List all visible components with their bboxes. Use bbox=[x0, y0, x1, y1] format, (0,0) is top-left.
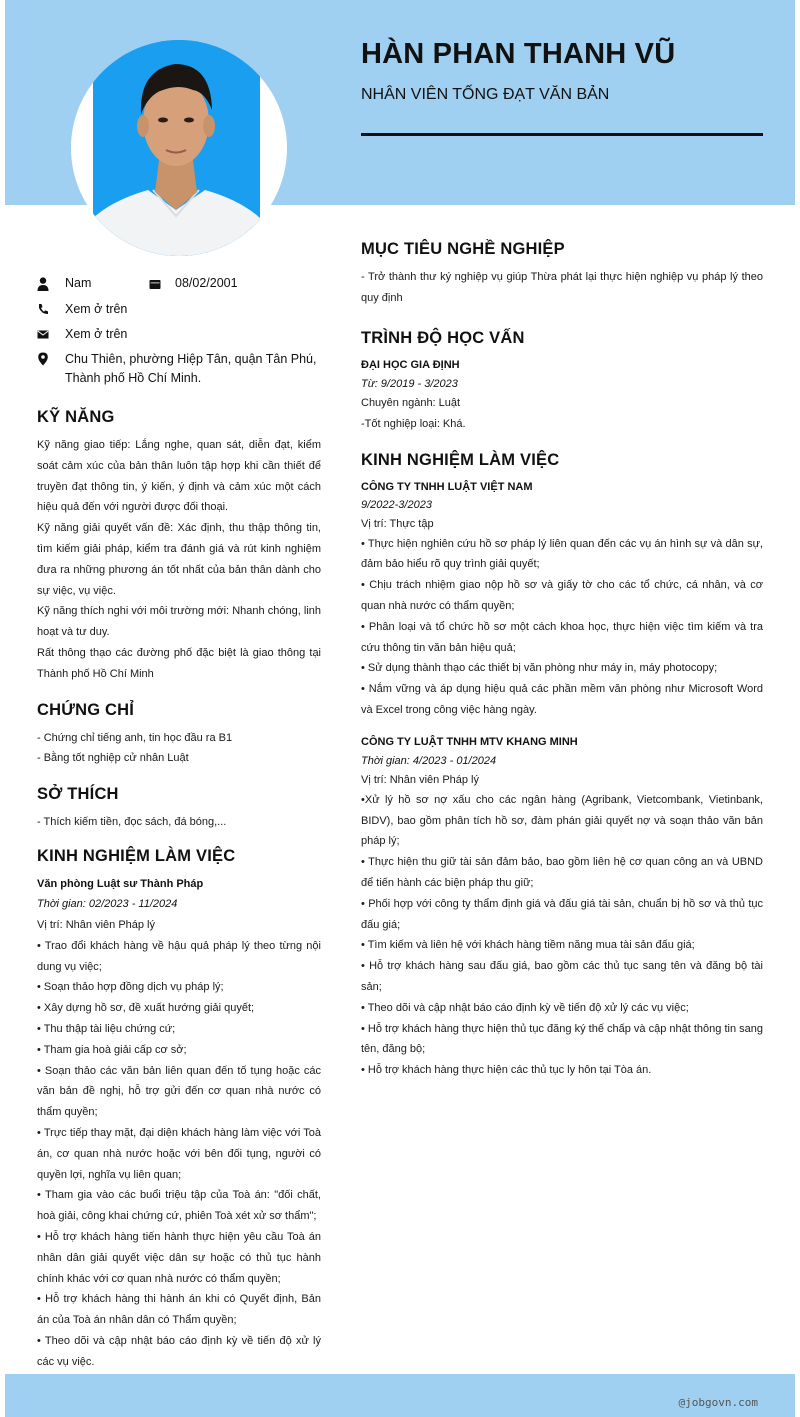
duty-item: • Hỗ trợ khách hàng thi hành án khi có Quyết định, Bản án của Toà án nhân dân có Thẩm quyền; bbox=[37, 1293, 321, 1327]
duty-item: • Hỗ trợ khách hàng thực hiện các thủ tục ly hôn tại Tòa án. bbox=[361, 1064, 652, 1077]
skills-list bbox=[37, 435, 321, 685]
left-column bbox=[37, 270, 321, 1372]
skills-heading: KỸ NĂNG bbox=[37, 408, 115, 426]
job-period: Thời gian: 4/2023 - 01/2024 bbox=[361, 754, 497, 767]
duty-item: • Theo dõi và cập nhật báo cáo định kỳ về tiến độ xử lý các vụ việc; bbox=[361, 1001, 689, 1014]
address-value: Chu Thiên, phường Hiệp Tân, quận Tân Phú, Thành phố Hồ Chí Minh. bbox=[65, 352, 317, 385]
skill-item: Kỹ năng giải quyết vấn đề: Xác định, thu thập thông tin, tìm kiếm giải pháp, kiểm tra đánh giá và rút kinh nghiệm đưa ra những phương án tốt nhất của bản thân dành cho sự việc, vụ việc. bbox=[37, 522, 321, 597]
person-icon bbox=[37, 277, 49, 291]
profile-photo bbox=[93, 40, 260, 256]
watermark-text: @jobgovn.com bbox=[678, 1396, 758, 1409]
duty-item: • Sử dụng thành thạo các thiết bị văn phòng như máy in, máy photocopy; bbox=[361, 662, 718, 675]
certificate-item: - Chứng chỉ tiếng anh, tin học đầu ra B1 bbox=[37, 731, 233, 744]
company-name: CÔNG TY TNHH LUẬT VIỆT NAM bbox=[361, 480, 533, 493]
job-duties bbox=[361, 790, 763, 1081]
hobbies-heading: SỞ THÍCH bbox=[37, 785, 119, 804]
job-period: Thời gian: 02/2023 - 11/2024 bbox=[37, 898, 178, 911]
job-entry bbox=[361, 478, 763, 721]
duty-item: • Chịu trách nhiệm giao nộp hồ sơ và giấy tờ cho các tổ chức, cá nhân, và cơ quan nhà nước có thẩm quyền; bbox=[361, 579, 763, 612]
contact-email bbox=[37, 325, 321, 344]
objective-text: - Trở thành thư ký nghiệp vụ giúp Thừa phát lại thực hiện nghiệp vụ pháp lý theo quy định bbox=[361, 271, 763, 304]
job-period: 9/2022-3/2023 bbox=[361, 498, 432, 511]
duty-item: • Trực tiếp thay mặt, đại diện khách hàng làm việc với Toà án, cơ quan nhà nước hoặc với bên đối tụng, người có quyền lợi, nghĩa vụ liên quan; bbox=[37, 1126, 321, 1181]
duty-item: • Hỗ trợ khách hàng tiến hành thực hiện yêu cầu Toà án nhân dân giải quyết việc dân sự hoặc có thủ tục hành chính khác với cơ quan nhà nước có thẩm quyền; bbox=[37, 1230, 321, 1285]
education-major: Chuyên ngành: Luật bbox=[361, 396, 461, 409]
right-experience-heading: KINH NGHIỆM LÀM VIỆC bbox=[361, 450, 560, 469]
duty-item: • Phối hợp với công ty thẩm định giá và đấu giá tài sản, chuẩn bị hồ sơ và thủ tục đấu giá; bbox=[361, 897, 763, 931]
skill-item: Kỹ năng giao tiếp: Lắng nghe, quan sát, diễn đạt, kiểm soát cảm xúc của bản thân luôn tập hợp khi cần thiết để truyền đạt thông tin, ý kiến, ý định và cảm xúc một cách hiệu quả đến với người được đối thoại. bbox=[37, 439, 321, 514]
job-duties bbox=[361, 534, 763, 721]
education-heading: TRÌNH ĐỘ HỌC VẤN bbox=[361, 328, 525, 347]
contact-address bbox=[37, 350, 321, 388]
job-entry bbox=[361, 733, 763, 1081]
phone-value: Xem ở trên bbox=[65, 302, 128, 316]
hobbies-text: - Thích kiếm tiền, đọc sách, đá bóng,... bbox=[37, 816, 227, 829]
email-value: Xem ở trên bbox=[65, 327, 128, 341]
duty-item: • Soạn thảo hợp đồng dịch vụ pháp lý; bbox=[37, 981, 224, 994]
dob-value: 08/02/2001 bbox=[175, 275, 238, 290]
duty-item: • Hỗ trợ khách hàng sau đấu giá, bao gồm các thủ tục sang tên và đăng bộ tài sản; bbox=[361, 960, 763, 993]
duty-item: • Hỗ trợ khách hàng thực hiện thủ tục đăng ký thế chấp và cập nhật thông tin sang tên, đăng bộ; bbox=[361, 1022, 763, 1056]
left-experience-heading: KINH NGHIỆM LÀM VIỆC bbox=[37, 846, 236, 865]
company-name: CÔNG TY LUẬT TNHH MTV KHANG MINH bbox=[361, 735, 578, 748]
duty-item: • Thực hiện nghiên cứu hồ sơ pháp lý liên quan đến các vụ án hình sự và dân sự, đảm bảo hiểu rõ quy trình giải quyết; bbox=[361, 537, 763, 571]
education-grade: -Tốt nghiệp loại: Khá. bbox=[361, 417, 466, 430]
candidate-role: NHÂN VIÊN TỐNG ĐẠT VĂN BẢN bbox=[361, 86, 610, 103]
calendar-icon bbox=[149, 277, 161, 291]
skill-item: Kỹ năng thích nghi với môi trường mới: Nhanh chóng, linh hoạt và tư duy. bbox=[37, 605, 321, 639]
job-duties bbox=[37, 936, 321, 1373]
school-name: ĐẠI HỌC GIA ĐỊNH bbox=[361, 358, 460, 371]
duty-item: • Thu thập tài liệu chứng cứ; bbox=[37, 1022, 176, 1035]
duty-item: • Nắm vững và áp dụng hiệu quả các phần mềm văn phòng như Microsoft Word và Excel trong công việc hàng ngày. bbox=[361, 683, 763, 716]
objective-heading: MỤC TIÊU NGHỀ NGHIỆP bbox=[361, 240, 565, 258]
header-divider bbox=[361, 133, 763, 136]
company-name: Văn phòng Luật sư Thành Pháp bbox=[37, 877, 204, 890]
contact-gender-dob bbox=[37, 270, 321, 296]
footer-band bbox=[5, 1374, 795, 1417]
duty-item: • Xây dựng hồ sơ, đề xuất hướng giải quyết; bbox=[37, 1002, 255, 1015]
avatar bbox=[71, 40, 287, 256]
certificates-heading: CHỨNG CHỈ bbox=[37, 700, 135, 719]
right-column bbox=[361, 240, 763, 1081]
duty-item: • Phân loại và tổ chức hồ sơ một cách khoa học, thực hiện việc tìm kiếm và tra cứu thông tin văn bản hiệu quả; bbox=[361, 620, 763, 654]
job-position: Vị trí: Nhân viên Pháp lý bbox=[361, 773, 480, 786]
job-position: Vị trí: Nhân viên Pháp lý bbox=[37, 918, 156, 931]
education-period: Từ: 9/2019 - 3/2023 bbox=[361, 377, 458, 390]
certificate-item: - Bằng tốt nghiệp cử nhân Luật bbox=[37, 752, 189, 765]
contact-phone bbox=[37, 300, 321, 319]
phone-icon bbox=[37, 302, 49, 316]
candidate-name: HÀN PHAN THANH VŨ bbox=[361, 38, 676, 70]
skill-item: Rất thông thạo các đường phố đặc biệt là giao thông tại Thành phố Hồ Chí Minh bbox=[37, 646, 321, 680]
duty-item: • Tham gia vào các buổi triệu tập của Toà án: "đối chất, hoà giải, công khai chứng cứ, phiên Toà xét xử sơ thẩm"; bbox=[37, 1189, 321, 1223]
duty-item: • Tham gia hoà giải cấp cơ sở; bbox=[37, 1043, 187, 1056]
mail-icon bbox=[37, 327, 49, 341]
duty-item: • Thực hiện thu giữ tài sản đảm bảo, bao gồm liên hệ cơ quan công an và UBND để tiến hành các biện pháp thu giữ; bbox=[361, 856, 763, 889]
duty-item: • Soạn thảo các văn bản liên quan đến tố tụng hoặc các văn bản đề nghị, hỗ trợ gửi đến cơ quan nhà nước có thẩm quyền; bbox=[37, 1064, 321, 1119]
duty-item: • Trao đổi khách hàng về hậu quả pháp lý theo từng nội dung vụ việc; bbox=[37, 939, 321, 973]
job-position: Vị trí: Thực tập bbox=[361, 517, 434, 530]
certificates-list bbox=[37, 728, 321, 770]
gender-value: Nam bbox=[65, 275, 92, 290]
duty-item: • Tìm kiếm và liên hệ với khách hàng tiềm năng mua tài sản đấu giá; bbox=[361, 939, 695, 952]
duty-item: •Xử lý hồ sơ nợ xấu cho các ngân hàng (Agribank, Vietcombank, Vietinbank, BIDV), bao gồm phân tích hồ sơ, đàm phán giải quyết nợ và soạn thảo văn bản pháp lý; bbox=[361, 793, 763, 848]
duty-item: • Theo dõi và cập nhật báo cáo định kỳ về tiến độ xử lý các vụ việc. bbox=[37, 1334, 321, 1368]
location-pin-icon bbox=[37, 352, 49, 366]
